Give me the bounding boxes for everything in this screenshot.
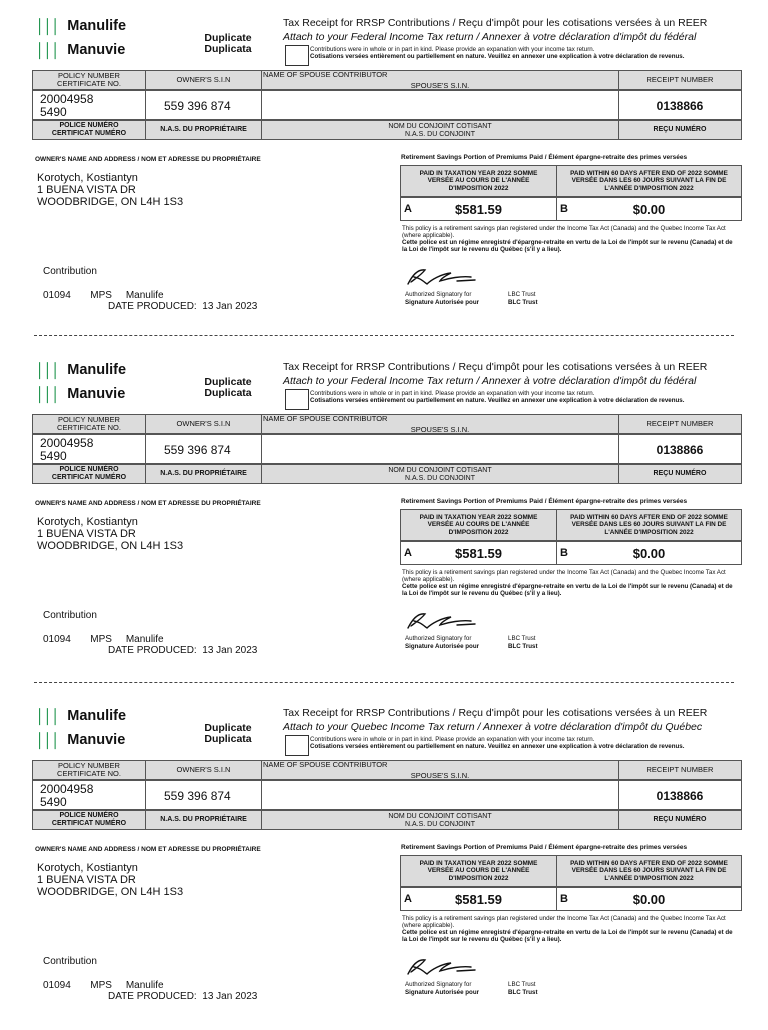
policy-number-value: 20004958 5490 xyxy=(32,90,146,120)
receipt-number-header: RECEIPT NUMBER xyxy=(618,760,742,780)
in-kind-explanation-fr: Cotisations versées entièrement ou partiellement en nature. Veuillez en annexer une explication à votre déclaration de revenus. xyxy=(310,743,685,750)
amount-a: A $581.59 xyxy=(400,541,557,565)
spouse-name-header: NAME OF SPOUSE CONTRIBUTOR xyxy=(263,414,388,423)
receipt-subtitle: Attach to your Quebec Income Tax return / Annexer à votre déclaration d'impôt du Québec xyxy=(283,721,703,733)
spouse-value xyxy=(261,780,619,810)
in-kind-explanation-fr: Cotisations versées entièrement ou partiellement en nature. Veuillez en annexer une explication à votre déclaration de revenus. xyxy=(310,53,685,60)
spouse-sin-header: SPOUSE'S S.I.N. xyxy=(410,771,470,780)
owner-address xyxy=(37,516,183,552)
registration-note: This policy is a retirement savings plan registered under the Income Tax Act (Canada) and the Quebec Income Tax Act (where applicable). Cette police est un régime enregistré d'épargne-retraite en vertu de la Loi de l'impôt sur le revenu (Canada) et de la Loi de l'impôt sur le revenu du Québec (s'il y a lieu). xyxy=(402,225,733,253)
date-produced: DATE PRODUCED: 13 Jan 2023 xyxy=(108,301,258,312)
cut-line xyxy=(34,335,734,336)
owner-sin-header: OWNER'S S.I.N xyxy=(145,70,262,90)
policy-number-header: POLICY NUMBER CERTIFICATE NO. xyxy=(32,414,146,434)
policy-number-label-fr: POLICE NUMÉRO CERTIFICAT NUMÉRO xyxy=(32,810,146,830)
receipt-copy-1 xyxy=(0,0,768,340)
address-line-1: 1 BUENA VISTA DR xyxy=(37,528,136,540)
receipt-copy-3 xyxy=(0,690,768,1030)
col-b-header: PAID WITHIN 60 DAYS AFTER END OF 2022 SOMME VERSÉE DANS LES 60 JOURS SUIVANT LA FIN DE L'ANNÉE D'IMPOSITION 2022 xyxy=(556,509,742,541)
receipt-number-label-fr: REÇU NUMÉRO xyxy=(618,120,742,140)
receipt-title: Tax Receipt for RRSP Contributions / Reçu d'impôt pour les cotisations versées à un REER xyxy=(283,361,708,373)
manuvie-logo: │││ Manuvie xyxy=(36,732,126,748)
spouse-sin-header: SPOUSE'S S.I.N. xyxy=(410,425,470,434)
date-produced: DATE PRODUCED: 13 Jan 2023 xyxy=(108,991,258,1002)
policy-number-label-fr: POLICE NUMÉRO CERTIFICAT NUMÉRO xyxy=(32,464,146,484)
contribution-label: Contribution xyxy=(43,610,97,621)
owner-sin-label-fr: N.A.S. DU PROPRIÉTAIRE xyxy=(145,810,262,830)
address-line-1: 1 BUENA VISTA DR xyxy=(37,874,136,886)
manuvie-logo: │││ Manuvie xyxy=(36,386,126,402)
plan-info: 01094 MPS Manulife xyxy=(43,634,164,645)
col-b-header: PAID WITHIN 60 DAYS AFTER END OF 2022 SOMME VERSÉE DANS LES 60 JOURS SUIVANT LA FIN DE L'ANNÉE D'IMPOSITION 2022 xyxy=(556,855,742,887)
owner-sin-value: 559 396 874 xyxy=(145,434,262,464)
spouse-value xyxy=(261,434,619,464)
duplicate-label: Duplicate Duplicata xyxy=(204,32,252,55)
in-kind-checkbox[interactable] xyxy=(285,389,309,410)
amount-a: A $581.59 xyxy=(400,197,557,221)
spouse-name-header: NAME OF SPOUSE CONTRIBUTOR xyxy=(263,70,388,79)
owner-sin-label-fr: N.A.S. DU PROPRIÉTAIRE xyxy=(145,120,262,140)
col-a-header: PAID IN TAXATION YEAR 2022 SOMME VERSÉE AU COURS DE L'ANNÉE D'IMPOSITION 2022 xyxy=(400,509,557,541)
owner-sin-value: 559 396 874 xyxy=(145,780,262,810)
owner-name: Korotych, Kostiantyn xyxy=(37,172,138,184)
logo-stripes-icon: │││ xyxy=(36,386,60,402)
owner-sin-header: OWNER'S S.I.N xyxy=(145,760,262,780)
receipt-number-label-fr: REÇU NUMÉRO xyxy=(618,464,742,484)
signature-icon xyxy=(405,266,477,288)
owner-address-label: OWNER'S NAME AND ADDRESS / NOM ET ADRESSE DU PROPRIÉTAIRE xyxy=(35,156,261,163)
spouse-value xyxy=(261,90,619,120)
signatory-label: Authorized Signatory for Signature Autorisée pour xyxy=(405,981,480,996)
trust-label: LBC Trust BLC Trust xyxy=(508,981,538,996)
manulife-logo: │││ Manulife xyxy=(36,18,127,34)
rs-portion-label: Retirement Savings Portion of Premiums Paid / Élément épargne-retraite des primes versées xyxy=(401,844,688,851)
receipt-number-header: RECEIPT NUMBER xyxy=(618,70,742,90)
address-line-1: 1 BUENA VISTA DR xyxy=(37,184,136,196)
receipt-subtitle: Attach to your Federal Income Tax return / Annexer à votre déclaration d'impôt du fédéral xyxy=(283,375,697,387)
plan-info: 01094 MPS Manulife xyxy=(43,290,164,301)
spouse-name-header: NAME OF SPOUSE CONTRIBUTOR xyxy=(263,760,388,769)
in-kind-explanation-en: Contributions were in whole or in part in kind. Please provide an expanation with your income tax return. xyxy=(310,736,595,743)
col-a-header: PAID IN TAXATION YEAR 2022 SOMME VERSÉE AU COURS DE L'ANNÉE D'IMPOSITION 2022 xyxy=(400,165,557,197)
registration-note: This policy is a retirement savings plan registered under the Income Tax Act (Canada) and the Quebec Income Tax Act (where applicable). Cette police est un régime enregistré d'épargne-retraite en vertu de la Loi de l'impôt sur le revenu (Canada) et de la Loi de l'impôt sur le revenu du Québec (s'il y a lieu). xyxy=(402,569,733,597)
owner-address xyxy=(37,172,183,208)
spouse-header xyxy=(261,414,619,434)
receipt-number-label-fr: REÇU NUMÉRO xyxy=(618,810,742,830)
contribution-label: Contribution xyxy=(43,956,97,967)
owner-address xyxy=(37,862,183,898)
owner-sin-label-fr: N.A.S. DU PROPRIÉTAIRE xyxy=(145,464,262,484)
policy-number-header: POLICY NUMBER CERTIFICATE NO. xyxy=(32,70,146,90)
receipt-number-value: 0138866 xyxy=(618,434,742,464)
signature-icon xyxy=(405,610,477,632)
contribution-label: Contribution xyxy=(43,266,97,277)
policy-number-label-fr: POLICE NUMÉRO CERTIFICAT NUMÉRO xyxy=(32,120,146,140)
receipt-number-header: RECEIPT NUMBER xyxy=(618,414,742,434)
receipt-title: Tax Receipt for RRSP Contributions / Reçu d'impôt pour les cotisations versées à un REER xyxy=(283,707,708,719)
spouse-header xyxy=(261,760,619,780)
cut-line xyxy=(34,682,734,683)
spouse-label-fr: NOM DU CONJOINT COTISANT N.A.S. DU CONJOINT xyxy=(261,464,619,484)
receipt-copy-2 xyxy=(0,344,768,684)
owner-sin-value: 559 396 874 xyxy=(145,90,262,120)
policy-number-value: 20004958 5490 xyxy=(32,780,146,810)
signature-icon xyxy=(405,956,477,978)
receipt-number-value: 0138866 xyxy=(618,780,742,810)
spouse-label-fr: NOM DU CONJOINT COTISANT N.A.S. DU CONJOINT xyxy=(261,810,619,830)
receipt-number-value: 0138866 xyxy=(618,90,742,120)
in-kind-explanation-en: Contributions were in whole or in part in kind. Please provide an expanation with your income tax return. xyxy=(310,390,595,397)
owner-name: Korotych, Kostiantyn xyxy=(37,862,138,874)
address-line-2: WOODBRIDGE, ON L4H 1S3 xyxy=(37,196,184,208)
owner-sin-header: OWNER'S S.I.N xyxy=(145,414,262,434)
logo-stripes-icon: │││ xyxy=(36,18,60,34)
in-kind-checkbox[interactable] xyxy=(285,735,309,756)
policy-number-header: POLICY NUMBER CERTIFICATE NO. xyxy=(32,760,146,780)
logo-stripes-icon: │││ xyxy=(36,708,60,724)
in-kind-explanation-en: Contributions were in whole or in part in kind. Please provide an expanation with your income tax return. xyxy=(310,46,595,53)
plan-info: 01094 MPS Manulife xyxy=(43,980,164,991)
address-line-2: WOODBRIDGE, ON L4H 1S3 xyxy=(37,886,184,898)
col-b-header: PAID WITHIN 60 DAYS AFTER END OF 2022 SOMME VERSÉE DANS LES 60 JOURS SUIVANT LA FIN DE L'ANNÉE D'IMPOSITION 2022 xyxy=(556,165,742,197)
trust-label: LBC Trust BLC Trust xyxy=(508,635,538,650)
spouse-label-fr: NOM DU CONJOINT COTISANT N.A.S. DU CONJOINT xyxy=(261,120,619,140)
owner-address-label: OWNER'S NAME AND ADDRESS / NOM ET ADRESSE DU PROPRIÉTAIRE xyxy=(35,500,261,507)
owner-name: Korotych, Kostiantyn xyxy=(37,516,138,528)
address-line-2: WOODBRIDGE, ON L4H 1S3 xyxy=(37,540,184,552)
receipt-title: Tax Receipt for RRSP Contributions / Reçu d'impôt pour les cotisations versées à un REER xyxy=(283,17,708,29)
signatory-label: Authorized Signatory for Signature Autorisée pour xyxy=(405,635,480,650)
manulife-logo: │││ Manulife xyxy=(36,362,127,378)
col-a-header: PAID IN TAXATION YEAR 2022 SOMME VERSÉE AU COURS DE L'ANNÉE D'IMPOSITION 2022 xyxy=(400,855,557,887)
duplicate-label: Duplicate Duplicata xyxy=(204,376,252,399)
date-produced: DATE PRODUCED: 13 Jan 2023 xyxy=(108,645,258,656)
registration-note: This policy is a retirement savings plan registered under the Income Tax Act (Canada) and the Quebec Income Tax Act (where applicable). Cette police est un régime enregistré d'épargne-retraite en vertu de la Loi de l'impôt sur le revenu (Canada) et de la Loi de l'impôt sur le revenu du Québec (s'il y a lieu). xyxy=(402,915,733,943)
amount-b: B $0.00 xyxy=(556,197,742,221)
owner-address-label: OWNER'S NAME AND ADDRESS / NOM ET ADRESSE DU PROPRIÉTAIRE xyxy=(35,846,261,853)
signatory-label: Authorized Signatory for Signature Autorisée pour xyxy=(405,291,480,306)
spouse-header xyxy=(261,70,619,90)
rs-portion-label: Retirement Savings Portion of Premiums Paid / Élément épargne-retraite des primes versées xyxy=(401,154,688,161)
manuvie-logo: │││ Manuvie xyxy=(36,42,126,58)
logo-stripes-icon: │││ xyxy=(36,362,60,378)
manulife-logo: │││ Manulife xyxy=(36,708,127,724)
trust-label: LBC Trust BLC Trust xyxy=(508,291,538,306)
amount-b: B $0.00 xyxy=(556,887,742,911)
policy-number-value: 20004958 5490 xyxy=(32,434,146,464)
in-kind-checkbox[interactable] xyxy=(285,45,309,66)
in-kind-explanation-fr: Cotisations versées entièrement ou partiellement en nature. Veuillez en annexer une explication à votre déclaration de revenus. xyxy=(310,397,685,404)
duplicate-label: Duplicate Duplicata xyxy=(204,722,252,745)
logo-stripes-icon: │││ xyxy=(36,42,60,58)
amount-b: B $0.00 xyxy=(556,541,742,565)
receipt-subtitle: Attach to your Federal Income Tax return / Annexer à votre déclaration d'impôt du fédéral xyxy=(283,31,697,43)
amount-a: A $581.59 xyxy=(400,887,557,911)
rs-portion-label: Retirement Savings Portion of Premiums Paid / Élément épargne-retraite des primes versées xyxy=(401,498,688,505)
spouse-sin-header: SPOUSE'S S.I.N. xyxy=(410,81,470,90)
logo-stripes-icon: │││ xyxy=(36,732,60,748)
